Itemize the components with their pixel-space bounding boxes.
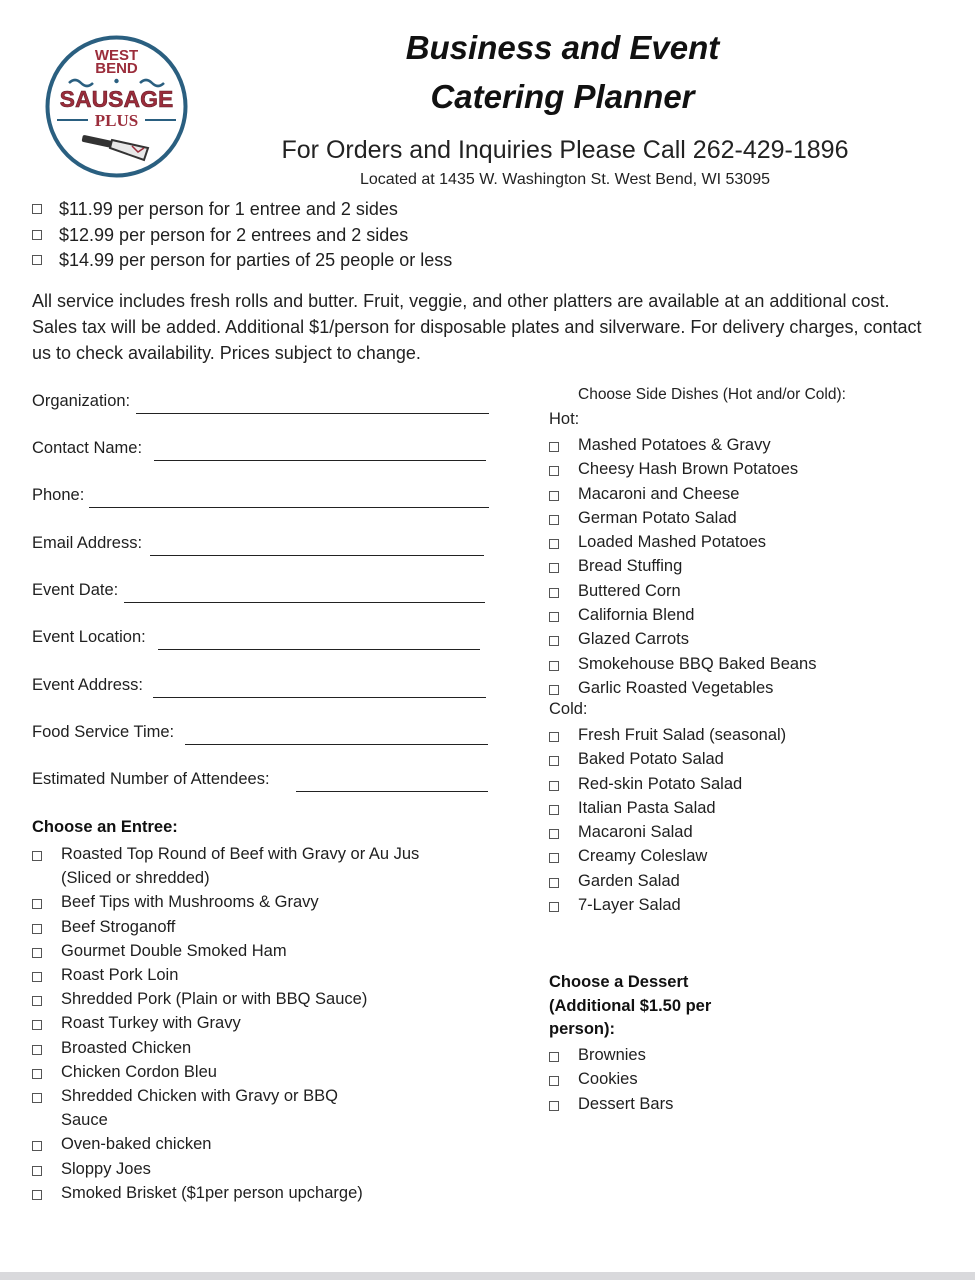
food-service-time-field [32,723,174,747]
checkbox[interactable] [549,853,559,863]
pricing-label: $14.99 per person for parties of 25 people or less [59,250,453,270]
logo-main: SAUSAGE [59,86,174,112]
event-location-input-line[interactable] [158,649,480,650]
service-note: All service includes fresh rolls and butter. Fruit, veggie, and other platters are available at an additional cost. Sales tax will be added. Additional $1/person for disposable plates and silverware. For delivery charges, contact us to check availability. Prices subject to change. [32,291,922,363]
attendees-input-line[interactable] [296,791,488,792]
entree-item[interactable] [32,987,502,1011]
side-label: Mashed Potatoes & Gravy [578,436,771,454]
page-title-line1: Business and Event [405,29,720,66]
entree-label: Gourmet Double Smoked Ham [61,941,287,960]
entree-label: Shredded Pork (Plain or with BBQ Sauce) [61,990,368,1009]
checkbox[interactable] [32,1045,42,1055]
checkbox[interactable] [549,732,559,742]
checkbox[interactable] [549,466,559,476]
entree-item[interactable] [32,939,502,963]
checkbox[interactable] [549,902,559,912]
checkbox[interactable] [549,442,559,452]
contact-name-input-line[interactable] [154,460,486,461]
checkbox[interactable] [32,924,42,934]
entree-label: Sloppy Joes [61,1159,151,1178]
checkbox[interactable] [549,515,559,525]
side-item[interactable] [549,676,949,700]
checkbox[interactable] [549,1101,559,1111]
event-location-field [32,628,146,652]
side-label: Glazed Carrots [578,630,689,649]
email-input-line[interactable] [150,555,484,556]
side-label: Buttered Corn [578,581,681,600]
dessert-heading: Choose a Dessert (Additional $1.50 per person): [549,973,712,1038]
side-item[interactable] [549,652,949,676]
checkbox[interactable] [549,588,559,598]
cold-side-list [549,723,949,917]
side-item[interactable] [549,554,949,578]
hot-label: Hot: [549,410,580,428]
checkbox[interactable] [549,1052,559,1062]
side-item[interactable] [549,433,949,457]
checkbox[interactable] [32,1141,42,1151]
side-item[interactable] [549,603,949,627]
entree-label: Roast Turkey with Gravy [61,1014,241,1033]
entree-label: Chicken Cordon Bleu [61,1062,217,1081]
checkbox[interactable] [549,878,559,888]
checkbox[interactable] [32,204,42,214]
side-label: Garlic Roasted Vegetables [578,678,774,697]
dessert-item[interactable] [549,1043,849,1067]
checkbox[interactable] [549,805,559,815]
entree-item[interactable] [32,963,502,987]
side-label: Loaded Mashed Potatoes [578,533,767,552]
event-date-input-line[interactable] [124,602,485,603]
checkbox[interactable] [32,1069,42,1079]
entree-label: Broasted Chicken [61,1038,192,1057]
checkbox[interactable] [549,1076,559,1086]
attendees-label: Estimated Number of Attendees: [32,770,270,788]
side-label: Macaroni and Cheese [578,484,740,503]
checkbox[interactable] [549,756,559,766]
checkbox[interactable] [549,539,559,549]
checkbox[interactable] [32,1020,42,1030]
checkbox[interactable] [549,612,559,622]
side-label: Creamy Coleslaw [578,847,708,866]
cold-label: Cold: [549,700,588,718]
entree-label: Roasted Top Round of Beef with Gravy or Au Jus (Sliced or shredded) [61,845,420,888]
side-label: Smokehouse BBQ Baked Beans [578,654,817,673]
pricing-label: $11.99 per person for 1 entree and 2 sides [59,199,398,219]
checkbox[interactable] [549,829,559,839]
dessert-label: Brownies [578,1046,646,1064]
event-date-label: Event Date: [32,581,119,599]
side-item[interactable] [549,893,949,917]
entree-item[interactable] [32,1060,502,1084]
address-line: Located at 1435 W. Washington St. West Bend, WI 53095 [359,171,770,188]
organization-field [32,392,130,416]
dessert-label: Dessert Bars [578,1094,674,1113]
checkbox[interactable] [32,1166,42,1176]
side-item[interactable] [549,506,949,530]
entree-item[interactable] [32,915,502,939]
west-bend-sausage-plus-logo [44,34,189,179]
checkbox[interactable] [549,661,559,671]
entree-item[interactable] [32,842,471,890]
side-dishes-heading: Choose Side Dishes (Hot and/or Cold): [578,386,846,403]
event-address-input-line[interactable] [153,697,486,698]
dessert-list [549,1043,849,1116]
pricing-options [32,197,452,274]
email-label: Email Address: [32,534,143,552]
logo-line2: BEND [95,60,138,77]
entree-heading: Choose an Entree: [32,818,178,836]
entree-label: Shredded Chicken with Gravy or BBQ Sauce [61,1087,338,1130]
dessert-item[interactable] [549,1067,849,1091]
entree-item[interactable] [32,890,502,914]
checkbox[interactable] [32,972,42,982]
side-label: Red-skin Potato Salad [578,774,743,793]
side-item[interactable] [549,482,949,506]
side-item[interactable] [549,457,949,481]
side-item[interactable] [549,627,949,651]
checkbox[interactable] [32,230,42,240]
dessert-label: Cookies [578,1070,638,1089]
checkbox[interactable] [32,1190,42,1200]
pricing-option[interactable] [32,248,452,274]
checkbox[interactable] [32,255,42,265]
side-label: Baked Potato Salad [578,750,724,769]
event-date-field [32,581,118,605]
checkbox[interactable] [549,491,559,501]
side-label: 7-Layer Salad [578,896,681,915]
pricing-option[interactable] [32,223,452,249]
side-item[interactable] [549,530,949,554]
side-label: German Potato Salad [578,508,737,527]
side-item[interactable] [549,772,949,796]
phone-label: Phone: [32,486,85,504]
checkbox[interactable] [32,1093,42,1103]
logo-sub: PLUS [94,111,139,130]
side-label: Bread Stuffing [578,557,683,576]
entree-item[interactable] [32,1181,502,1205]
side-item[interactable] [549,844,949,868]
entree-item[interactable] [32,1036,502,1060]
entree-item[interactable] [32,1132,502,1156]
contact-name-label: Contact Name: [32,439,143,457]
side-label: California Blend [578,606,695,625]
side-item[interactable] [549,579,949,603]
side-item[interactable] [549,820,949,844]
entree-item[interactable] [32,1011,502,1035]
checkbox[interactable] [549,685,559,695]
attendees-field [32,770,270,794]
entree-label: Oven-baked chicken [61,1135,212,1154]
event-address-field [32,676,143,700]
dessert-item[interactable] [549,1092,849,1116]
checkbox[interactable] [32,948,42,958]
side-label: Macaroni Salad [578,823,693,842]
email-field [32,534,142,558]
entree-list [32,842,502,1205]
checkbox[interactable] [32,899,42,909]
event-location-label: Event Location: [32,628,146,646]
pricing-option[interactable] [32,197,452,223]
page-title-line2: Catering Planner [430,78,695,115]
phone-field [32,486,84,510]
food-service-time-input-line[interactable] [185,744,488,745]
side-label: Italian Pasta Salad [578,798,716,817]
entree-label: Roast Pork Loin [61,966,179,985]
checkbox[interactable] [549,563,559,573]
hot-side-list [549,433,949,700]
checkbox[interactable] [32,996,42,1006]
entree-label: Beef Stroganoff [61,917,176,936]
entree-label: Beef Tips with Mushrooms & Gravy [61,893,319,912]
logo-line1: WEST [94,47,139,64]
side-item[interactable] [549,796,949,820]
phone-input-line[interactable] [89,507,489,508]
organization-label: Organization: [32,392,131,410]
checkbox[interactable] [549,781,559,791]
entree-item[interactable] [32,1084,381,1132]
checkbox[interactable] [32,851,42,861]
food-service-time-label: Food Service Time: [32,723,175,741]
contact-name-field [32,439,142,463]
side-item[interactable] [549,723,949,747]
pricing-label: $12.99 per person for 2 entrees and 2 sides [59,224,409,245]
side-item[interactable] [549,869,949,893]
page-bottom-edge [0,1272,975,1280]
side-item[interactable] [549,747,949,771]
organization-input-line[interactable] [136,413,489,414]
side-label: Garden Salad [578,871,680,890]
phone-line: For Orders and Inquiries Please Call 262-429-1896 [281,136,849,164]
side-label: Fresh Fruit Salad (seasonal) [578,726,787,744]
event-address-label: Event Address: [32,676,143,694]
side-label: Cheesy Hash Brown Potatoes [578,460,799,479]
checkbox[interactable] [549,636,559,646]
entree-label: Smoked Brisket ($1per person upcharge) [61,1183,363,1202]
entree-item[interactable] [32,1157,502,1181]
